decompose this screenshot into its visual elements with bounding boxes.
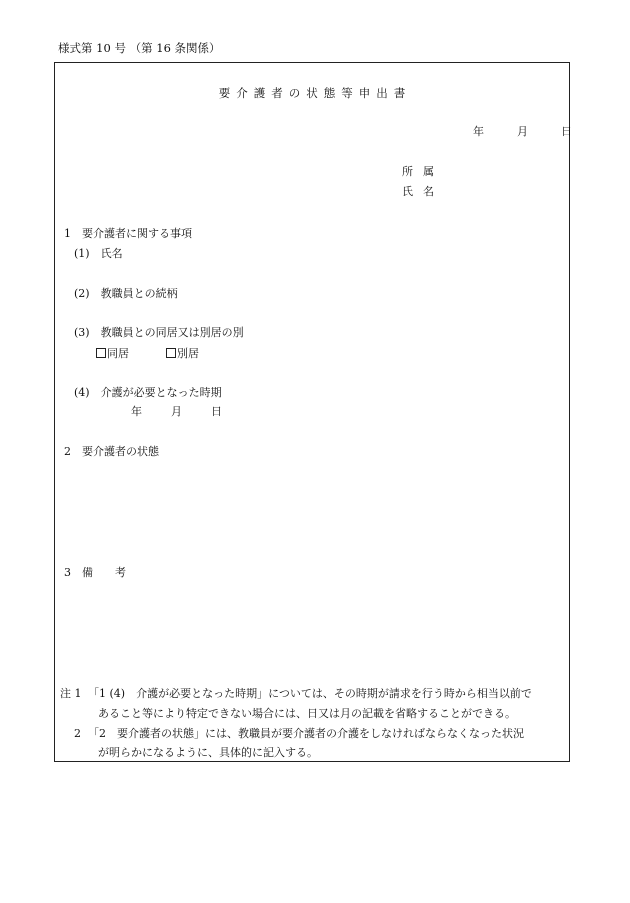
care-month-label: 月 <box>171 405 182 418</box>
cohabit-option[interactable] <box>96 348 129 359</box>
note1-marker: 注 1 <box>60 687 82 700</box>
section3-heading: 3 備 考 <box>64 566 126 579</box>
care-day-label: 日 <box>211 405 222 418</box>
date-year-label: 年 <box>473 125 484 138</box>
care-start-date[interactable] <box>131 406 222 417</box>
cohabit-option-label: 同居 <box>107 347 129 360</box>
date-month-label: 月 <box>517 125 528 138</box>
affiliation-label: 所属 <box>402 165 444 178</box>
date-day-label: 日 <box>561 125 572 138</box>
applicant-name-label: 氏名 <box>402 185 444 198</box>
section2-heading: 2 要介護者の状態 <box>64 445 159 458</box>
note2-line1: 「2 要介護者の状態」には、教職員が要介護者の介護をしなければならなくなった状況 <box>88 727 524 740</box>
care-start-label: (4) 介護が必要となった時期 <box>74 386 222 399</box>
separate-checkbox[interactable] <box>166 348 176 358</box>
care-recipient-name-label: (1) 氏名 <box>74 247 123 260</box>
note1-line1: 「1 (4) 介護が必要となった時期」については、その時期が請求を行う時から相当以前で <box>88 687 532 700</box>
section1-heading: 1 要介護者に関する事項 <box>64 227 192 240</box>
cohabitation-label: (3) 教職員との同居又は別居の別 <box>74 326 244 339</box>
form-number-label: 様式第 10 号 （第 16 条関係） <box>58 41 221 55</box>
separate-option-label: 別居 <box>177 347 199 360</box>
separate-option[interactable] <box>166 348 199 359</box>
note2-line2: が明らかになるように、具体的に記入する。 <box>98 746 318 759</box>
cohabit-checkbox[interactable] <box>96 348 106 358</box>
relationship-label: (2) 教職員との続柄 <box>74 287 178 300</box>
note1-line2: あること等により特定できない場合には、日又は月の記載を省略することができる。 <box>98 707 516 720</box>
care-year-label: 年 <box>131 405 142 418</box>
note2-marker: 2 <box>74 727 81 740</box>
submission-date[interactable] <box>473 126 572 137</box>
document-title: 要介護者の状態等申出書 <box>218 86 412 100</box>
